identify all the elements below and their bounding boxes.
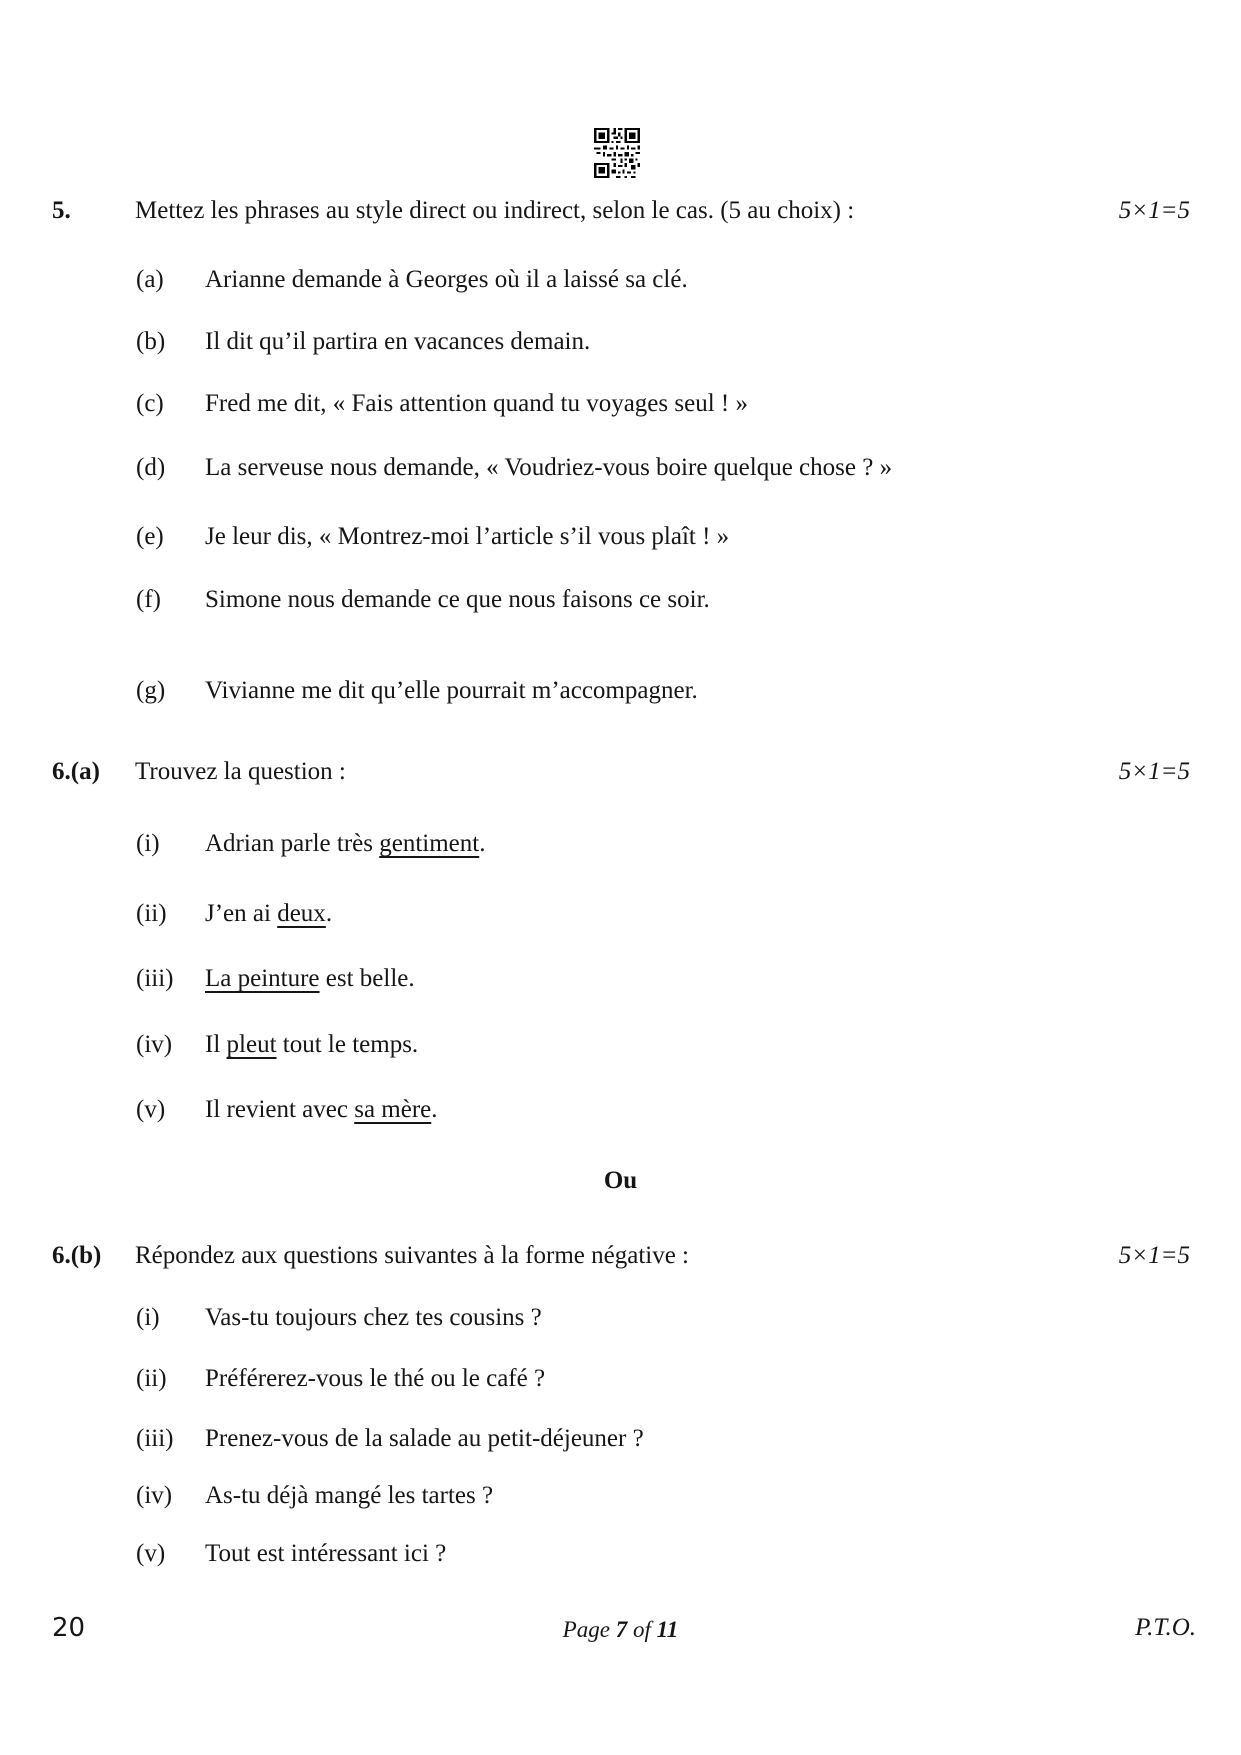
item-label: (iv) xyxy=(136,1031,173,1058)
page-number: 7 xyxy=(615,1617,628,1642)
page-label-pre: Page xyxy=(562,1617,616,1642)
q6b-item-iv xyxy=(0,1480,1241,1512)
item-text: La serveuse nous demande, « Voudriez-vous boire quelque chose ? » xyxy=(205,454,893,481)
item-text-pre: Adrian parle très xyxy=(205,830,380,857)
item-text-pre: Il revient avec xyxy=(205,1096,355,1123)
item-text: Arianne demande à Georges où il a laissé sa clé. xyxy=(205,266,688,293)
item-text: Il dit qu’il partira en vacances demain. xyxy=(205,328,591,355)
question-number: 6.(b) xyxy=(52,1242,102,1269)
question-6b-heading xyxy=(0,1240,1241,1272)
question-prompt: Trouvez la question : xyxy=(135,758,346,785)
q6b-item-ii xyxy=(0,1363,1241,1395)
page-label-mid: of xyxy=(627,1617,657,1642)
question-6a-heading xyxy=(0,756,1241,788)
page-total: 11 xyxy=(656,1617,679,1642)
q5-item-a xyxy=(0,264,1241,296)
item-text-underlined: pleut xyxy=(226,1031,277,1058)
item-label: (v) xyxy=(136,1540,166,1567)
q5-item-c xyxy=(0,388,1241,420)
item-label: (iii) xyxy=(136,1425,174,1452)
question-5-heading xyxy=(0,195,1241,227)
item-text: Vas-tu toujours chez tes cousins ? xyxy=(205,1304,542,1331)
page-indicator xyxy=(0,1615,1241,1645)
or-label: Ou xyxy=(603,1167,638,1194)
q5-item-e xyxy=(0,521,1241,553)
item-text xyxy=(205,828,485,860)
item-text: As-tu déjà mangé les tartes ? xyxy=(205,1482,494,1509)
item-label: (f) xyxy=(136,586,161,613)
qr-code-icon xyxy=(594,128,640,178)
qr-code-icon xyxy=(594,128,640,178)
item-text-post: est belle. xyxy=(319,965,415,992)
q6a-item-iv xyxy=(0,1029,1241,1061)
q5-item-g xyxy=(0,675,1241,707)
item-label: (b) xyxy=(136,328,166,355)
q5-item-b xyxy=(0,326,1241,358)
item-label: (e) xyxy=(136,523,164,550)
item-label: (i) xyxy=(136,1304,160,1331)
item-text: Prenez-vous de la salade au petit-déjeuner ? xyxy=(205,1425,644,1452)
item-label: (d) xyxy=(136,454,166,481)
q6a-item-i xyxy=(0,828,1241,860)
item-text: Tout est intéressant ici ? xyxy=(205,1540,447,1567)
q6b-item-iii xyxy=(0,1423,1241,1455)
item-label: (ii) xyxy=(136,1365,167,1392)
subject-code: 20 xyxy=(52,1613,86,1643)
question-prompt: Répondez aux questions suivantes à la forme négative : xyxy=(135,1242,690,1269)
item-label: (a) xyxy=(136,266,164,293)
item-label: (i) xyxy=(136,830,160,857)
item-text-underlined: deux xyxy=(277,900,326,927)
item-text: Je leur dis, « Montrez-moi l’article s’il vous plaît ! » xyxy=(205,523,730,550)
item-label: (v) xyxy=(136,1096,166,1123)
question-number: 6.(a) xyxy=(52,758,100,785)
item-text-pre: Il xyxy=(205,1031,227,1058)
question-number: 5. xyxy=(52,197,71,224)
question-prompt: Mettez les phrases au style direct ou indirect, selon le cas. (5 au choix) : xyxy=(135,197,855,224)
item-text-post: . xyxy=(431,1096,438,1123)
item-text: Vivianne me dit qu’elle pourrait m’accompagner. xyxy=(205,677,698,704)
q5-item-f xyxy=(0,584,1241,616)
q6a-item-iii xyxy=(0,963,1241,995)
q6b-item-i xyxy=(0,1302,1241,1334)
or-divider xyxy=(0,1165,1241,1197)
item-text-post: tout le temps. xyxy=(276,1031,419,1058)
item-text xyxy=(205,1029,418,1061)
item-text xyxy=(205,1094,438,1126)
marks-label: 5×1=5 xyxy=(1118,758,1190,785)
marks-label: 5×1=5 xyxy=(1118,197,1190,224)
item-text: Préférerez-vous le thé ou le café ? xyxy=(205,1365,546,1392)
marks-label: 5×1=5 xyxy=(1118,1242,1190,1269)
item-label: (iii) xyxy=(136,965,174,992)
q5-item-d xyxy=(0,452,1241,484)
item-text-post: . xyxy=(325,900,333,927)
item-text-post: . xyxy=(479,830,486,857)
q6a-item-ii xyxy=(0,898,1241,930)
item-text-underlined: gentiment xyxy=(379,830,480,857)
item-text-underlined: sa mère xyxy=(354,1096,432,1123)
item-text-pre: J’en ai xyxy=(205,900,278,927)
item-text: Fred me dit, « Fais attention quand tu voyages seul ! » xyxy=(205,390,748,417)
item-text-underlined: La peinture xyxy=(205,965,320,992)
q6b-item-v xyxy=(0,1538,1241,1570)
item-text xyxy=(205,963,415,995)
item-label: (ii) xyxy=(136,900,167,927)
item-label: (g) xyxy=(136,677,166,704)
item-label: (c) xyxy=(136,390,164,417)
q6a-item-v xyxy=(0,1094,1241,1126)
item-text xyxy=(205,898,332,930)
pto-label: P.T.O. xyxy=(1135,1614,1196,1641)
item-text: Simone nous demande ce que nous faisons ce soir. xyxy=(205,586,710,613)
item-label: (iv) xyxy=(136,1482,173,1509)
